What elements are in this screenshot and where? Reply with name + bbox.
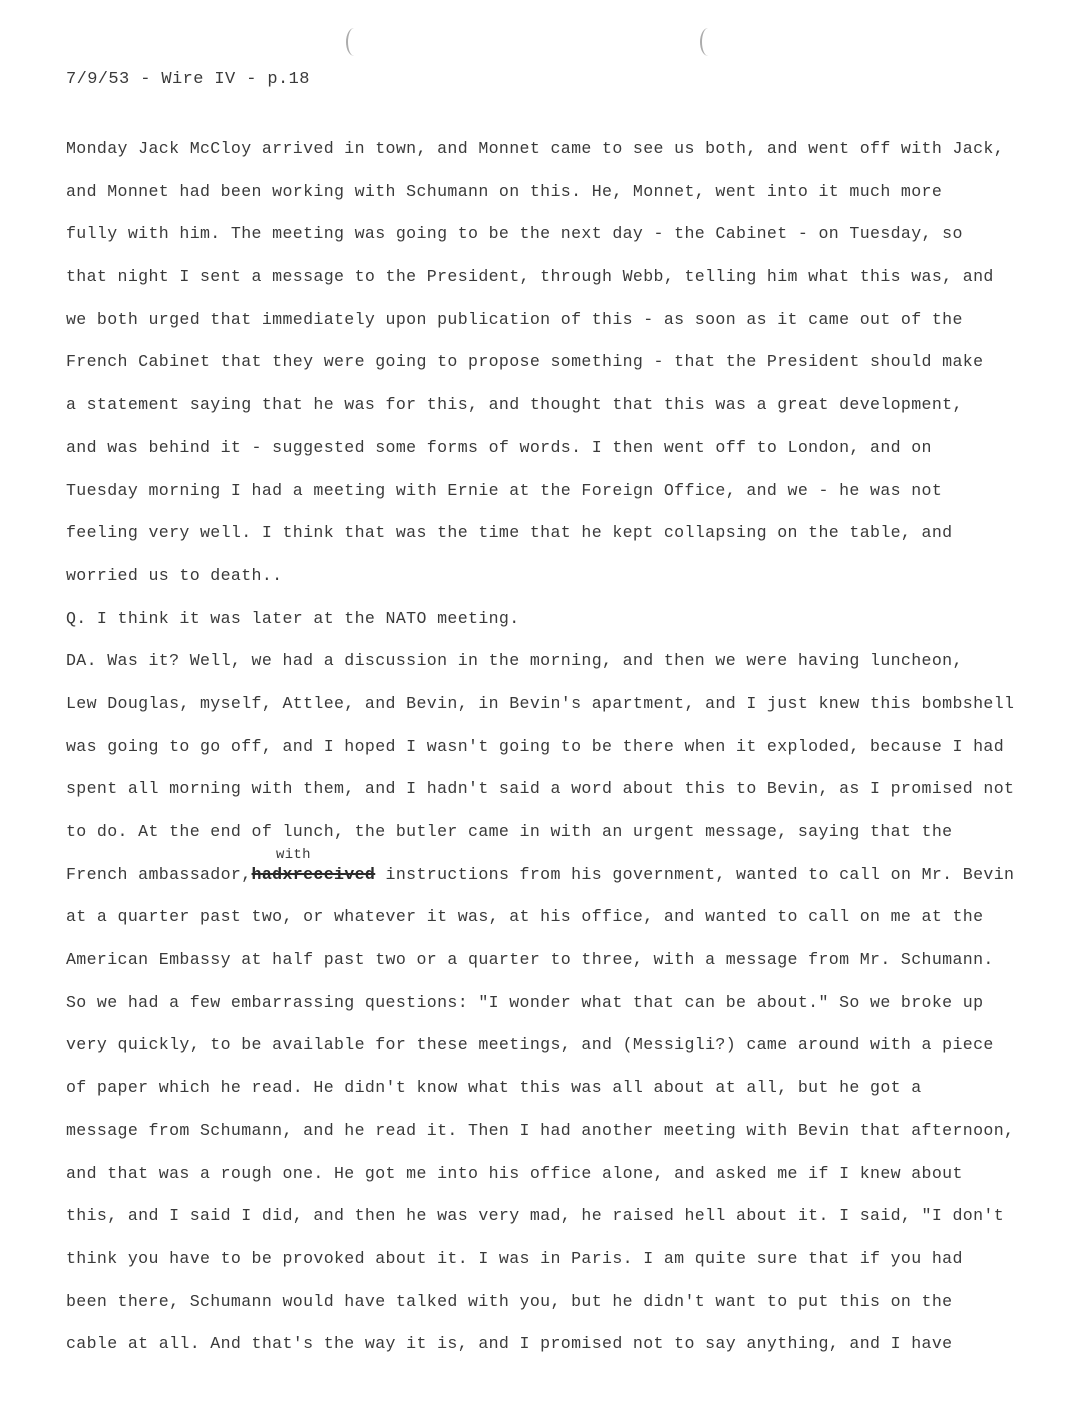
line-start: French ambassador, [66, 864, 252, 884]
text-line: French Cabinet that they were going to propose something - that the President should make [66, 352, 984, 372]
ambassador-line [66, 846, 1066, 906]
text-line: think you have to be provoked about it. I was in Paris. I am quite sure that if you had [66, 1248, 963, 1268]
text-line: feeling very well. I think that was the time that he kept collapsing on the table, and [66, 523, 953, 543]
text-line: to do. At the end of lunch, the butler came in with an urgent message, saying that the [66, 822, 953, 841]
text-line: at a quarter past two, or whatever it was, at his office, and wanted to call on me at the [66, 907, 984, 927]
text-line: we both urged that immediately upon publication of this - as soon as it came out of the [66, 309, 963, 329]
text-line: and that was a rough one. He got me into his office alone, and asked me if I knew about [66, 1163, 963, 1183]
text-line: very quickly, to be available for these meetings, and (Messigli?) came around with a piece [66, 1035, 994, 1055]
text-line: was going to go off, and I hoped I wasn't going to be there when it exploded, because I had [66, 736, 1005, 756]
punch-hole-mark-right [700, 28, 716, 56]
punch-hole-mark-left [346, 28, 362, 56]
text-line: message from Schumann, and he read it. Then I had another meeting with Bevin that afternoon, [66, 1120, 1015, 1140]
handwritten-insertion: with [276, 846, 311, 863]
text-line: Lew Douglas, myself, Attlee, and Bevin, in Bevin's apartment, and I just knew this bombshell [66, 693, 1015, 713]
transcript-body [66, 137, 1066, 1375]
struck-out-text: hadxreceived [251, 864, 376, 884]
text-line: fully with him. The meeting was going to be the next day - the Cabinet - on Tuesday, so [66, 224, 963, 244]
text-line: cable at all. And that's the way it is, and I promised not to say anything, and I have [66, 1334, 953, 1354]
text-line: that night I sent a message to the President, through Webb, telling him what this was, and [66, 267, 994, 287]
text-line: and Monnet had been working with Schumann on this. He, Monnet, went into it much more [66, 181, 943, 201]
page-header: 7/9/53 - Wire IV - p.18 [66, 70, 310, 89]
text-line: worried us to death.. [66, 565, 283, 585]
text-line: Monday Jack McCloy arrived in town, and Monnet came to see us both, and went off with Jack, [66, 139, 1005, 158]
question-line: Q. I think it was later at the NATO meeting. [66, 608, 520, 628]
text-line: this, and I said I did, and then he was very mad, he raised hell about it. I said, "I don't [66, 1206, 1005, 1226]
text-line: Tuesday morning I had a meeting with Ernie at the Foreign Office, and we - he was not [66, 480, 943, 500]
text-line: of paper which he read. He didn't know what this was all about at all, but he got a [66, 1078, 922, 1098]
answer-line: DA. Was it? Well, we had a discussion in the morning, and then we were having luncheon, [66, 651, 963, 671]
text-line: and was behind it - suggested some forms of words. I then went off to London, and on [66, 437, 932, 457]
text-line: been there, Schumann would have talked with you, but he didn't want to put this on the [66, 1291, 953, 1311]
text-line: spent all morning with them, and I hadn't said a word about this to Bevin, as I promised not [66, 779, 1015, 799]
text-line: So we had a few embarrassing questions: "I wonder what that can be about." So we broke up [66, 992, 984, 1012]
text-line: American Embassy at half past two or a quarter to three, with a message from Mr. Schumann. [66, 950, 994, 970]
line-end: instructions from his government, wanted to call on Mr. Bevin [375, 864, 1015, 884]
text-line: a statement saying that he was for this, and thought that this was a great development, [66, 395, 963, 415]
